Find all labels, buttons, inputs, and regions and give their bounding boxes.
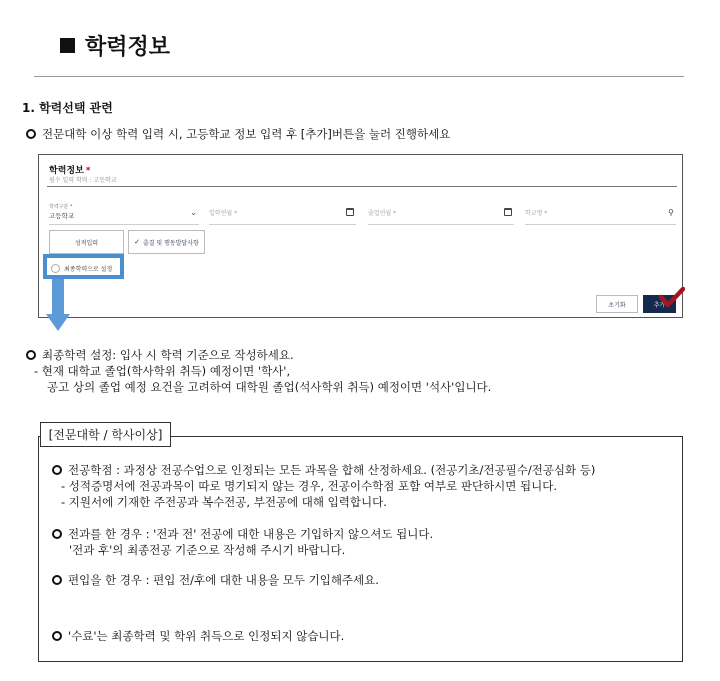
add-button[interactable]: 추가 (643, 295, 676, 313)
school-search-field[interactable] (525, 203, 676, 225)
degree-select-label: 학력구분 * (49, 204, 73, 210)
final-degree-line3: 공고 상의 졸업 예정 요건을 고려하여 대학원 졸업(석사학위 취득) 예정이면 '석사'입니다. (47, 380, 492, 394)
search-icon: ⚲ (668, 208, 674, 217)
grad-date-placeholder: 졸업연월 * (368, 210, 397, 217)
circle-bullet-icon (52, 575, 62, 585)
degree-select-value: 고등학교 (49, 212, 75, 220)
final-degree-label: 최종학력으로 설정 (64, 265, 113, 273)
admit-date-field[interactable] (209, 203, 356, 225)
highlight-box (43, 254, 124, 279)
circle-bullet-icon (52, 631, 62, 641)
education-form-screenshot (38, 154, 683, 318)
activities-button[interactable] (128, 230, 205, 254)
box-bullet-1-line2: - 성적증명서에 전공과목이 따로 명기되지 않는 경우, 전공이수학점 포함 여부로 판단하시면 됩니다. (61, 479, 558, 493)
school-placeholder: 학교명 * (525, 210, 548, 217)
chevron-down-icon: ⌄ (190, 208, 197, 217)
admit-date-placeholder: 입학연월 * (209, 210, 238, 217)
box-bullet-2-line2: '전과 후'의 최종전공 기준으로 작성해 주시기 바랍니다. (69, 543, 346, 557)
grades-input-button[interactable]: 성적입력 (49, 230, 124, 254)
form-subtitle: 필수 입력 학력 : 고등학교 (49, 177, 117, 184)
box-bullet-3 (52, 572, 379, 588)
page-title-text: 학력정보 (85, 35, 171, 60)
box-bullet-2 (52, 526, 433, 542)
grad-date-field[interactable] (368, 203, 514, 225)
square-bullet-icon (60, 38, 75, 53)
checkmark-annotation-icon (659, 287, 685, 309)
calendar-icon (346, 208, 354, 216)
circle-bullet-icon (52, 465, 62, 475)
form-title-text: 학력정보 (49, 166, 84, 176)
intro-bullet-text: 전문대학 이상 학력 입력 시, 고등학교 정보 입력 후 [추가]버튼을 눌러 진행하세요 (42, 127, 451, 141)
down-arrow-icon (52, 279, 64, 315)
box-bullet-4-text: '수료'는 최종학력 및 학위 취득으로 인정되지 않습니다. (68, 629, 345, 643)
form-divider (47, 186, 677, 187)
calendar-icon (504, 208, 512, 216)
required-mark: * (85, 166, 91, 176)
circle-bullet-icon (26, 129, 36, 139)
check-icon: ✓ (134, 238, 140, 246)
section-heading: 1. 학력선택 관련 (22, 101, 113, 115)
activities-button-label: 출결 및 행동발달사항 (142, 239, 199, 247)
final-degree-bullet (26, 347, 294, 363)
final-degree-line2: - 현재 대학교 졸업(학사학위 취득) 예정이면 '학사', (34, 364, 291, 378)
title-divider (34, 76, 684, 77)
box-bullet-1-text: 전공학점 : 과정상 전공수업으로 인정되는 모든 과목을 합해 산정하세요. (전공기초/전공필수/전공심화 등) (68, 463, 596, 477)
down-arrow-head-icon (46, 314, 70, 331)
degree-select[interactable] (49, 203, 199, 225)
box-bullet-1-line3: - 지원서에 기재한 주전공과 복수전공, 부전공에 대해 입력합니다. (61, 495, 387, 509)
box-bullet-4 (52, 628, 344, 644)
circle-bullet-icon (52, 529, 62, 539)
box-bullet-3-text: 편입을 한 경우 : 편입 전/후에 대한 내용을 모두 기입해주세요. (68, 573, 379, 587)
box-bullet-1 (52, 462, 595, 478)
box-label: [전문대학 / 학사이상] (40, 422, 171, 447)
box-bullet-2-text: 전과를 한 경우 : '전과 전' 전공에 대한 내용은 기입하지 않으셔도 됩니다. (68, 527, 434, 541)
page-title (60, 30, 170, 61)
reset-button[interactable]: 초기화 (596, 295, 638, 313)
intro-bullet (26, 126, 450, 142)
final-degree-bullet-text: 최종학력 설정: 입사 시 학력 기준으로 작성하세요. (42, 348, 294, 362)
circle-bullet-icon (26, 350, 36, 360)
